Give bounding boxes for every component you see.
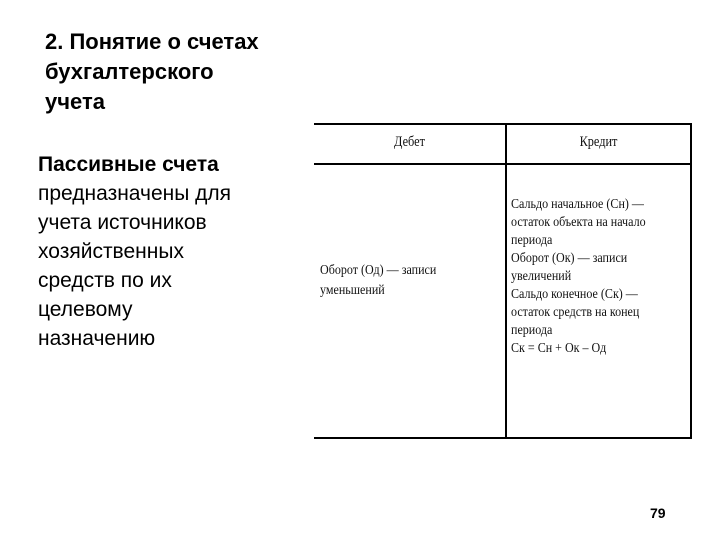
debit-header: Дебет <box>394 134 425 150</box>
slide-title <box>45 27 315 117</box>
page-number: 79 <box>650 505 666 521</box>
definition-lead: Пассивные счета <box>38 153 219 176</box>
credit-line: периода <box>511 233 553 248</box>
table-border-bottom <box>314 437 692 439</box>
title-line: бухгалтерского <box>45 59 214 84</box>
title-line: 2. Понятие о счетах <box>45 29 259 54</box>
definition-line: целевому <box>38 298 133 321</box>
table-border-right <box>690 123 692 439</box>
credit-line: Ск = Сн + Ок – Од <box>511 341 607 356</box>
credit-cell <box>511 196 662 358</box>
debit-line: уменьшений <box>320 283 385 298</box>
table-column-divider <box>505 123 507 439</box>
credit-line: Сальдо конечное (Ск) — <box>511 287 638 302</box>
definition-line: средств по их <box>38 269 172 292</box>
table-header-divider <box>314 163 692 165</box>
credit-line: Оборот (Ок) — записи <box>511 251 628 266</box>
debit-line: Оборот (Од) — записи <box>320 263 437 278</box>
definition-line: хозяйственных <box>38 240 184 263</box>
definition-text <box>38 150 298 353</box>
credit-header: Кредит <box>579 134 618 150</box>
credit-line: остаток объекта на начало <box>511 215 646 230</box>
credit-line: периода <box>511 323 553 338</box>
definition-line: предназначены для <box>38 182 232 205</box>
title-line: учета <box>45 89 105 114</box>
table-border-top <box>314 123 692 125</box>
definition-line: назначению <box>38 327 156 350</box>
credit-line: остаток средств на конец <box>511 305 640 320</box>
passive-account-table <box>314 123 692 439</box>
debit-cell <box>320 261 475 301</box>
definition-line: учета источников <box>38 211 207 234</box>
credit-line: увеличений <box>511 269 572 284</box>
credit-line: Сальдо начальное (Сн) — <box>511 197 644 212</box>
